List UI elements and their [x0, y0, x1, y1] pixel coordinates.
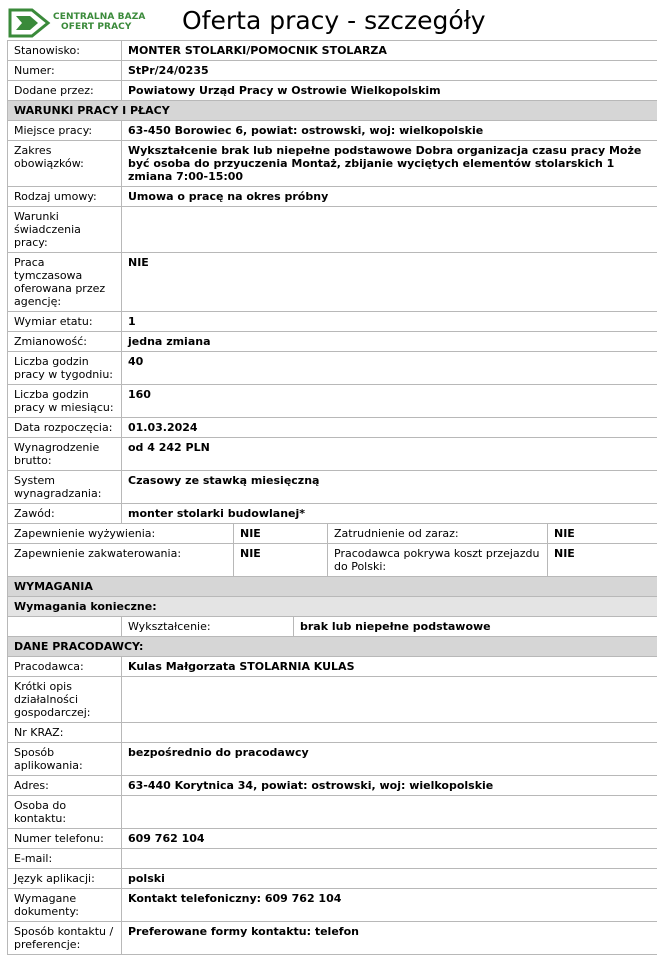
benefit-value: NIE	[234, 544, 328, 577]
table-row	[8, 849, 657, 869]
field-label: Miejsce pracy:	[8, 121, 122, 141]
benefit-label: Zapewnienie zakwaterowania:	[8, 544, 234, 577]
table-row	[8, 81, 657, 101]
requirement-value: brak lub niepełne podstawowe	[294, 617, 657, 637]
table-row	[8, 418, 657, 438]
field-label: Numer telefonu:	[8, 829, 122, 849]
table-row	[8, 743, 657, 776]
field-label: Wynagrodzenie brutto:	[8, 438, 122, 471]
field-value	[122, 677, 657, 723]
field-label: Liczba godzin pracy w miesiącu:	[8, 385, 122, 418]
benefit-value: NIE	[234, 524, 328, 544]
cbop-logo[interactable]	[8, 8, 132, 38]
section-warunki-text: WARUNKI PRACY I PŁACY	[8, 101, 657, 121]
table-row	[8, 312, 657, 332]
logo-text	[53, 12, 145, 32]
page-header	[0, 0, 657, 40]
field-label: Osoba do kontaktu:	[8, 796, 122, 829]
field-value: 63-450 Borowiec 6, powiat: ostrowski, woj: wielkopolskie	[122, 121, 657, 141]
table-row	[8, 332, 657, 352]
table-row	[8, 352, 657, 385]
field-label: Język aplikacji:	[8, 869, 122, 889]
field-label: Rodzaj umowy:	[8, 187, 122, 207]
field-value: 01.03.2024	[122, 418, 657, 438]
table-row	[8, 776, 657, 796]
benefit-label: Pracodawca pokrywa koszt przejazdu do Polski:	[328, 544, 548, 577]
field-value: Kontakt telefoniczny: 609 762 104	[122, 889, 657, 922]
field-value: bezpośrednio do pracodawcy	[122, 743, 657, 776]
field-value: Wykształcenie brak lub niepełne podstawowe Dobra organizacja czasu pracy Może być osoba do przyuczenia Montaż, zbijanie wyciętych elementów stolarskich 1 zmiana 7:00-15:00	[122, 141, 657, 187]
field-label: Dodane przez:	[8, 81, 122, 101]
field-label: Adres:	[8, 776, 122, 796]
field-label: Warunki świadczenia pracy:	[8, 207, 122, 253]
logo-line-1: CENTRALNA BAZA	[53, 12, 145, 22]
field-value	[122, 723, 657, 743]
benefit-row	[8, 524, 657, 544]
field-label: Wymiar etatu:	[8, 312, 122, 332]
subsection-wymagania-konieczne-text: Wymagania konieczne:	[8, 597, 657, 617]
benefit-value: NIE	[548, 544, 657, 577]
field-label: Sposób kontaktu / preferencje:	[8, 922, 122, 955]
table-row	[8, 187, 657, 207]
field-value: Preferowane formy kontaktu: telefon	[122, 922, 657, 955]
section-wymagania	[8, 577, 657, 597]
field-value: 1	[122, 312, 657, 332]
table-row	[8, 385, 657, 418]
offer-details-table	[7, 40, 657, 955]
field-value	[122, 796, 657, 829]
benefit-label: Zatrudnienie od zaraz:	[328, 524, 548, 544]
field-value: 40	[122, 352, 657, 385]
subsection-wymagania-konieczne	[8, 597, 657, 617]
field-label: Zawód:	[8, 504, 122, 524]
field-value: od 4 242 PLN	[122, 438, 657, 471]
table-row	[8, 141, 657, 187]
field-value: MONTER STOLARKI/POMOCNIK STOLARZA	[122, 41, 657, 61]
field-value: 160	[122, 385, 657, 418]
field-value: Powiatowy Urząd Pracy w Ostrowie Wielkopolskim	[122, 81, 657, 101]
field-value: polski	[122, 869, 657, 889]
table-row	[8, 253, 657, 312]
table-row	[8, 121, 657, 141]
field-value: 609 762 104	[122, 829, 657, 849]
field-value: NIE	[122, 253, 657, 312]
logo-line-2: OFERT PRACY	[53, 22, 145, 32]
field-label: Numer:	[8, 61, 122, 81]
field-value: StPr/24/0235	[122, 61, 657, 81]
table-row	[8, 438, 657, 471]
field-label: Zmianowość:	[8, 332, 122, 352]
logo-arrow-icon	[8, 8, 52, 38]
benefit-value: NIE	[548, 524, 657, 544]
section-warunki	[8, 101, 657, 121]
field-label: Data rozpoczęcia:	[8, 418, 122, 438]
requirement-label: Wykształcenie:	[122, 617, 294, 637]
table-row	[8, 869, 657, 889]
field-value: Czasowy ze stawką miesięczną	[122, 471, 657, 504]
field-label: Pracodawca:	[8, 657, 122, 677]
field-label: Sposób aplikowania:	[8, 743, 122, 776]
field-label: System wynagradzania:	[8, 471, 122, 504]
page-title: Oferta pracy - szczegóły	[182, 6, 486, 36]
field-label: Stanowisko:	[8, 41, 122, 61]
table-row	[8, 889, 657, 922]
field-value: jedna zmiana	[122, 332, 657, 352]
field-label: Zakres obowiązków:	[8, 141, 122, 187]
benefit-row	[8, 544, 657, 577]
requirement-spacer	[8, 617, 122, 637]
field-label: Praca tymczasowa oferowana przez agencję:	[8, 253, 122, 312]
requirement-row	[8, 617, 657, 637]
section-wymagania-text: WYMAGANIA	[8, 577, 657, 597]
field-label: Krótki opis działalności gospodarczej:	[8, 677, 122, 723]
field-value	[122, 207, 657, 253]
field-value	[122, 849, 657, 869]
table-row	[8, 829, 657, 849]
field-label: Nr KRAZ:	[8, 723, 122, 743]
field-label: E-mail:	[8, 849, 122, 869]
section-dane-pracodawcy-text: DANE PRACODAWCY:	[8, 637, 657, 657]
field-label: Wymagane dokumenty:	[8, 889, 122, 922]
table-row	[8, 796, 657, 829]
table-row	[8, 922, 657, 955]
table-row	[8, 723, 657, 743]
table-row	[8, 61, 657, 81]
table-row	[8, 504, 657, 524]
field-value: Umowa o pracę na okres próbny	[122, 187, 657, 207]
benefit-label: Zapewnienie wyżywienia:	[8, 524, 234, 544]
table-row	[8, 207, 657, 253]
table-row	[8, 471, 657, 504]
field-value: 63-440 Korytnica 34, powiat: ostrowski, woj: wielkopolskie	[122, 776, 657, 796]
table-row	[8, 677, 657, 723]
field-value: Kulas Małgorzata STOLARNIA KULAS	[122, 657, 657, 677]
field-label: Liczba godzin pracy w tygodniu:	[8, 352, 122, 385]
field-value: monter stolarki budowlanej*	[122, 504, 657, 524]
section-dane-pracodawcy	[8, 637, 657, 657]
table-row	[8, 657, 657, 677]
table-row	[8, 41, 657, 61]
